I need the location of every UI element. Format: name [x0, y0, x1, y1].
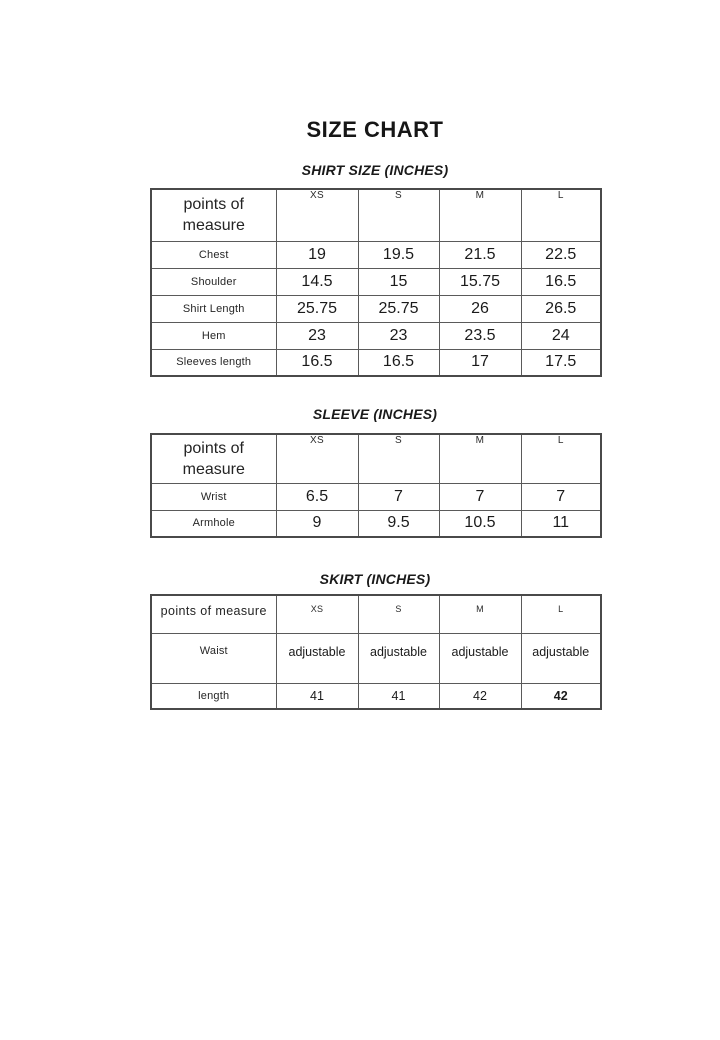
row-label-cell: Wrist	[151, 483, 276, 510]
row-label-cell: Chest	[151, 241, 276, 268]
value-cell: 24	[521, 322, 601, 349]
row-label-cell: Shirt Length	[151, 295, 276, 322]
value-cell: 15	[358, 268, 439, 295]
subtitle-shirt-size: SHIRT SIZE (INCHES)	[301, 162, 449, 178]
value-cell: 23	[358, 322, 439, 349]
value-cell: 16.5	[276, 349, 358, 376]
subtitle-skirt: SKIRT (INCHES)	[319, 571, 431, 587]
section-skirt	[150, 571, 600, 710]
size-header-s: S	[358, 189, 439, 241]
value-cell: 25.75	[276, 295, 358, 322]
section-sleeve	[150, 406, 600, 538]
value-cell: 15.75	[439, 268, 521, 295]
row-label-cell: Waist	[151, 633, 276, 683]
row-label-cell: Shoulder	[151, 268, 276, 295]
value-cell: 10.5	[439, 510, 521, 537]
table-row-wrist	[151, 483, 601, 510]
table-header-row	[151, 595, 601, 633]
subtitle-sleeve: SLEEVE (INCHES)	[312, 406, 438, 422]
value-cell: 42	[439, 683, 521, 709]
value-cell: 7	[521, 483, 601, 510]
points-of-measure-header: points of measure	[151, 434, 276, 483]
value-cell: 7	[439, 483, 521, 510]
row-label-cell: Hem	[151, 322, 276, 349]
size-header-l: L	[521, 434, 601, 483]
size-header-m: M	[439, 595, 521, 633]
table-row-armhole	[151, 510, 601, 537]
size-header-s: S	[358, 595, 439, 633]
value-cell: 21.5	[439, 241, 521, 268]
size-header-xs: XS	[276, 434, 358, 483]
value-cell: 6.5	[276, 483, 358, 510]
value-cell: 22.5	[521, 241, 601, 268]
value-cell: 23.5	[439, 322, 521, 349]
size-header-l: L	[521, 189, 601, 241]
value-cell: adjustable	[439, 633, 521, 683]
value-cell: 41	[358, 683, 439, 709]
value-cell: 9	[276, 510, 358, 537]
value-cell: 25.75	[358, 295, 439, 322]
table-row-shirt-length	[151, 295, 601, 322]
value-cell: 16.5	[521, 268, 601, 295]
row-label-cell: Sleeves length	[151, 349, 276, 376]
row-label-cell: length	[151, 683, 276, 709]
section-shirt-size	[150, 162, 600, 377]
value-cell: 17.5	[521, 349, 601, 376]
table-row-shoulder	[151, 268, 601, 295]
size-header-xs: XS	[276, 189, 358, 241]
size-header-m: M	[439, 434, 521, 483]
size-header-xs: XS	[276, 595, 358, 633]
table-row-sleeves-length	[151, 349, 601, 376]
points-of-measure-header: points of measure	[151, 595, 276, 633]
value-cell: 42	[521, 683, 601, 709]
table-row-chest	[151, 241, 601, 268]
size-header-l: L	[521, 595, 601, 633]
document-page	[150, 0, 600, 710]
size-header-m: M	[439, 189, 521, 241]
page-title: SIZE CHART	[306, 117, 444, 142]
value-cell: 26	[439, 295, 521, 322]
value-cell: 14.5	[276, 268, 358, 295]
value-cell: adjustable	[358, 633, 439, 683]
shirt-size-table	[150, 188, 602, 377]
table-row-length	[151, 683, 601, 709]
value-cell: 41	[276, 683, 358, 709]
value-cell: adjustable	[276, 633, 358, 683]
table-row-waist	[151, 633, 601, 683]
row-label-cell: Armhole	[151, 510, 276, 537]
table-row-hem	[151, 322, 601, 349]
value-cell: 19.5	[358, 241, 439, 268]
points-of-measure-header: points of measure	[151, 189, 276, 241]
skirt-table	[150, 594, 602, 710]
table-header-row	[151, 189, 601, 241]
value-cell: 11	[521, 510, 601, 537]
value-cell: 9.5	[358, 510, 439, 537]
value-cell: 7	[358, 483, 439, 510]
value-cell: 26.5	[521, 295, 601, 322]
value-cell: 16.5	[358, 349, 439, 376]
value-cell: 17	[439, 349, 521, 376]
value-cell: 19	[276, 241, 358, 268]
table-header-row	[151, 434, 601, 483]
sleeve-table	[150, 433, 602, 538]
value-cell: adjustable	[521, 633, 601, 683]
value-cell: 23	[276, 322, 358, 349]
size-header-s: S	[358, 434, 439, 483]
